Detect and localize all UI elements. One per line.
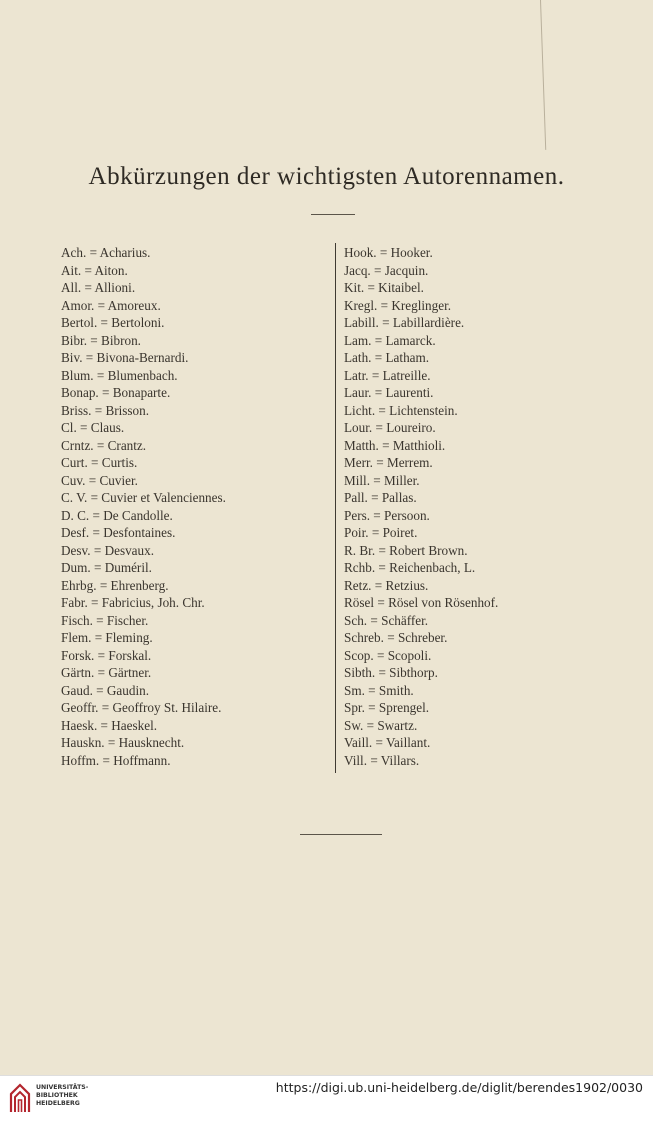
abbreviation-list-right (344, 244, 498, 769)
list-item: Bibr. = Bibron. (61, 332, 141, 348)
list-item: Bertol. = Bertoloni. (61, 315, 165, 330)
list-item: Merr. = Merrem. (344, 455, 433, 470)
library-name-line: BIBLIOTHEK (36, 1092, 78, 1099)
list-item: Haesk. = Haeskel. (61, 717, 158, 733)
end-rule (300, 834, 382, 835)
university-library-logo-icon[interactable] (8, 1082, 32, 1114)
list-item: Jacq. = Jacquin. (344, 262, 429, 278)
list-item: Cuv. = Cuvier. (61, 472, 138, 488)
abbreviation-list-left (61, 244, 226, 769)
list-item: Briss. = Brisson. (61, 402, 150, 418)
list-item: Gaud. = Gaudin. (61, 682, 150, 698)
list-item: Desf. = Desfontaines. (61, 525, 176, 540)
library-name[interactable] (36, 1084, 88, 1108)
list-item: Biv. = Bivona-Bernardi. (61, 350, 189, 365)
library-name-line: UNIVERSITÄTS- (36, 1084, 89, 1091)
list-item: R. Br. = Robert Brown. (344, 542, 468, 558)
list-item: Desv. = Desvaux. (61, 542, 155, 558)
list-item: Flem. = Fleming. (61, 630, 153, 645)
title-divider-rule (311, 214, 355, 215)
list-item: Sch. = Schäffer. (344, 612, 429, 628)
list-item: Geoffr. = Geoffroy St. Hilaire. (61, 700, 222, 715)
list-item: Vaill. = Vaillant. (344, 735, 431, 750)
list-item: Pall. = Pallas. (344, 490, 417, 505)
list-item: Ach. = Acharius. (61, 245, 151, 260)
list-item: Retz. = Retzius. (344, 577, 429, 593)
list-item: Hauskn. = Hausknecht. (61, 735, 185, 750)
list-item: Kit. = Kitaibel. (344, 280, 424, 295)
list-item: Vill. = Villars. (344, 752, 420, 768)
list-item: Laur. = Laurenti. (344, 385, 434, 400)
list-item: Fabr. = Fabricius, Joh. Chr. (61, 595, 205, 610)
list-item: D. C. = De Candolle. (61, 507, 173, 523)
list-item: Licht. = Lichtenstein. (344, 402, 458, 418)
list-item: Forsk. = Forskal. (61, 647, 152, 663)
list-item: Cl. = Claus. (61, 420, 125, 435)
list-item: Blum. = Blumenbach. (61, 367, 178, 383)
list-item: Lour. = Loureiro. (344, 420, 436, 435)
list-item: Fisch. = Fischer. (61, 612, 149, 628)
library-name-line: HEIDELBERG (36, 1100, 80, 1107)
list-item: Labill. = Labillardière. (344, 315, 465, 330)
list-item: Sibth. = Sibthorp. (344, 665, 438, 680)
list-item: Schreb. = Schreber. (344, 630, 448, 645)
list-item: Latr. = Latreille. (344, 367, 431, 383)
list-item: Dum. = Duméril. (61, 560, 152, 575)
list-item: Poir. = Poiret. (344, 525, 418, 540)
list-item: Hook. = Hooker. (344, 245, 433, 260)
permalink-url[interactable]: https://digi.ub.uni-heidelberg.de/diglit/berendes1902/0030 (275, 1080, 643, 1095)
list-item: Kregl. = Kreglinger. (344, 297, 452, 313)
column-divider-line (335, 243, 336, 773)
list-item: All. = Allioni. (61, 280, 136, 295)
list-item: Sm. = Smith. (344, 682, 414, 698)
list-item: Amor. = Amoreux. (61, 297, 161, 313)
list-item: Lath. = Latham. (344, 350, 430, 365)
list-item: Scop. = Scopoli. (344, 647, 432, 663)
list-item: Curt. = Curtis. (61, 455, 138, 470)
list-item: Crntz. = Crantz. (61, 437, 147, 453)
list-item: Spr. = Sprengel. (344, 700, 430, 715)
list-item: Rchb. = Reichenbach, L. (344, 560, 476, 575)
list-item: Lam. = Lamarck. (344, 332, 436, 348)
page-crease-line (540, 0, 546, 150)
list-item: C. V. = Cuvier et Valenciennes. (61, 490, 226, 505)
list-item: Ehrbg. = Ehrenberg. (61, 577, 169, 593)
list-item: Ait. = Aiton. (61, 262, 128, 278)
list-item: Rösel = Rösel von Rösenhof. (344, 595, 499, 610)
page-title: Abkürzungen der wichtigsten Autorennamen. (88, 163, 565, 190)
list-item: Gärtn. = Gärtner. (61, 665, 152, 680)
list-item: Sw. = Swartz. (344, 717, 418, 733)
list-item: Pers. = Persoon. (344, 507, 430, 523)
list-item: Hoffm. = Hoffmann. (61, 752, 171, 768)
list-item: Matth. = Matthioli. (344, 437, 446, 453)
list-item: Mill. = Miller. (344, 472, 420, 488)
list-item: Bonap. = Bonaparte. (61, 385, 171, 400)
